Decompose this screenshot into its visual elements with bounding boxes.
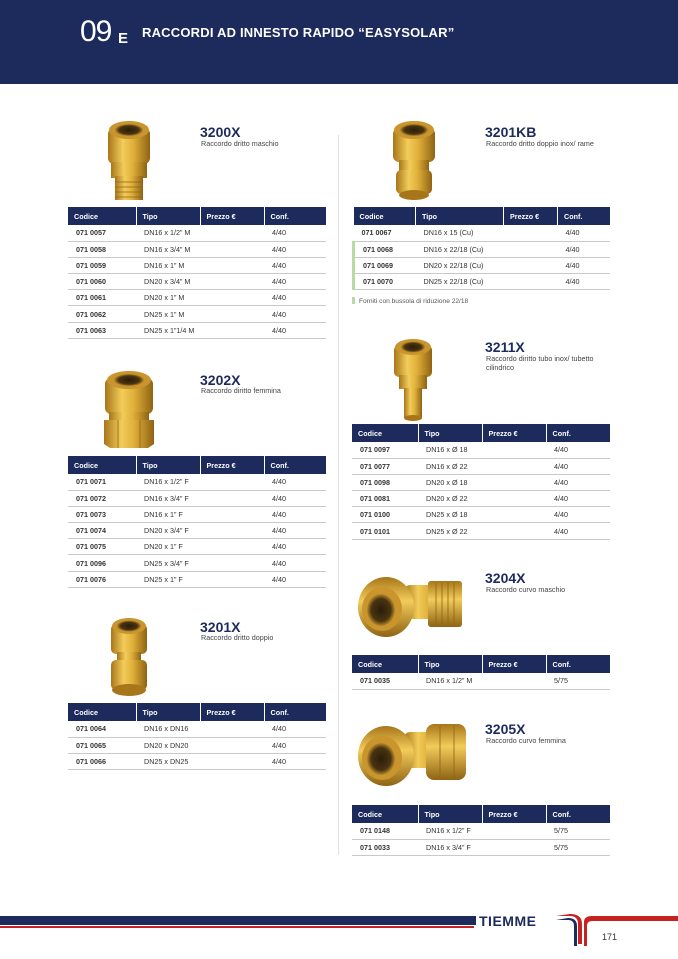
cell-conf: 4/40 xyxy=(546,507,610,523)
cell-conf: 4/40 xyxy=(264,274,326,290)
cell-tipo: DN16 x 1” F xyxy=(136,506,200,522)
product-code-3205x: 3205X xyxy=(485,721,526,737)
cell-tipo: DN20 x 3/4” M xyxy=(136,274,200,290)
cell-tipo: DN16 x 1/2” F xyxy=(418,823,482,839)
cell-tipo: DN25 x 22/18 (Cu) xyxy=(416,274,504,290)
cell-codice: 071 0076 xyxy=(68,571,136,587)
table-3205x xyxy=(352,805,610,856)
cell-prezzo xyxy=(482,673,546,689)
cell-prezzo xyxy=(482,839,546,855)
cell-prezzo xyxy=(200,571,264,587)
cell-tipo: DN16 x 1” M xyxy=(136,257,200,273)
table-row xyxy=(352,673,610,689)
table-3211x xyxy=(352,424,610,540)
cell-prezzo xyxy=(200,555,264,571)
table-row xyxy=(352,474,610,490)
table-row xyxy=(68,721,326,737)
table-row xyxy=(352,507,610,523)
cell-conf: 4/40 xyxy=(264,571,326,587)
column-divider xyxy=(338,135,339,855)
cell-codice: 071 0058 xyxy=(68,241,136,257)
cell-prezzo xyxy=(200,721,264,737)
table-row xyxy=(354,225,611,241)
table-row xyxy=(68,571,326,587)
cell-tipo: DN20 x 1” F xyxy=(136,539,200,555)
cell-codice: 071 0067 xyxy=(354,225,416,241)
cell-codice: 071 0074 xyxy=(68,523,136,539)
table-row xyxy=(352,442,610,458)
cell-codice: 071 0073 xyxy=(68,506,136,522)
cell-conf: 4/40 xyxy=(546,523,610,539)
cell-codice: 071 0062 xyxy=(68,306,136,322)
cell-prezzo xyxy=(200,490,264,506)
table-row xyxy=(68,474,326,490)
cell-prezzo xyxy=(482,491,546,507)
cell-conf: 4/40 xyxy=(558,241,611,257)
col-conf: Conf. xyxy=(264,207,326,225)
cell-tipo: DN20 x 22/18 (Cu) xyxy=(416,257,504,273)
table-row xyxy=(68,737,326,753)
product-desc-3211x: Raccordo diritto tubo inox/ tubetto cilindrico xyxy=(486,354,594,372)
col-codice: Codice xyxy=(354,207,416,225)
cell-tipo: DN25 x 3/4” F xyxy=(136,555,200,571)
col-conf: Conf. xyxy=(546,805,610,823)
cell-conf: 4/40 xyxy=(264,290,326,306)
table-row xyxy=(352,458,610,474)
cell-prezzo xyxy=(482,442,546,458)
footer-red-line xyxy=(0,926,474,928)
cell-codice: 071 0059 xyxy=(68,257,136,273)
col-conf: Conf. xyxy=(546,655,610,673)
cell-codice: 071 0070 xyxy=(354,274,416,290)
cell-tipo: DN16 x Ø 22 xyxy=(418,458,482,474)
cell-codice: 071 0033 xyxy=(352,839,418,855)
table-row xyxy=(68,539,326,555)
page-number: 171 xyxy=(602,932,618,942)
cell-prezzo xyxy=(200,737,264,753)
cell-conf: 4/40 xyxy=(264,555,326,571)
cell-conf: 4/40 xyxy=(546,442,610,458)
cell-conf: 4/40 xyxy=(546,491,610,507)
cell-conf: 4/40 xyxy=(264,306,326,322)
table-row xyxy=(354,241,611,257)
product-code-3201kb: 3201KB xyxy=(485,124,537,140)
col-codice: Codice xyxy=(68,703,136,721)
chapter-suffix: E xyxy=(118,30,129,47)
table-3200x xyxy=(68,207,326,339)
cell-codice: 071 0071 xyxy=(68,474,136,490)
table-row xyxy=(68,523,326,539)
cell-conf: 4/40 xyxy=(546,474,610,490)
footer-corner-graphic xyxy=(556,914,678,948)
cell-tipo: DN16 x 3/4” M xyxy=(136,241,200,257)
col-prezzo: Prezzo € xyxy=(200,207,264,225)
cell-codice: 071 0097 xyxy=(352,442,418,458)
cell-conf: 5/75 xyxy=(546,673,610,689)
table-row xyxy=(68,290,326,306)
cell-tipo: DN20 x 1” M xyxy=(136,290,200,306)
table-row xyxy=(68,322,326,338)
cell-codice: 071 0100 xyxy=(352,507,418,523)
cell-codice: 071 0066 xyxy=(68,753,136,769)
col-tipo: Tipo xyxy=(418,424,482,442)
cell-prezzo xyxy=(482,507,546,523)
table-3202x xyxy=(68,456,326,588)
cell-conf: 4/40 xyxy=(264,257,326,273)
product-desc-3201kb: Raccordo dritto doppio inox/ rame xyxy=(486,139,594,148)
cell-prezzo xyxy=(200,474,264,490)
product-desc-3205x: Raccordo curvo femmina xyxy=(486,736,566,745)
col-conf: Conf. xyxy=(546,424,610,442)
product-desc-3201x: Raccordo dritto doppio xyxy=(201,633,274,642)
cell-codice: 071 0077 xyxy=(352,458,418,474)
table-3201kb xyxy=(352,207,610,290)
cell-conf: 4/40 xyxy=(546,458,610,474)
col-prezzo: Prezzo € xyxy=(504,207,558,225)
col-tipo: Tipo xyxy=(136,456,200,474)
table-row xyxy=(68,306,326,322)
cell-prezzo xyxy=(482,823,546,839)
cell-prezzo xyxy=(200,241,264,257)
table-row xyxy=(68,753,326,769)
table-row xyxy=(354,274,611,290)
table-row xyxy=(68,274,326,290)
product-desc-3200x: Raccordo dritto maschio xyxy=(201,139,279,148)
product-image-3205x xyxy=(354,718,472,792)
cell-tipo: DN20 x Ø 22 xyxy=(418,491,482,507)
cell-tipo: DN25 x 1”1/4 M xyxy=(136,322,200,338)
footnote-text: Forniti con bussola di riduzione 22/18 xyxy=(359,298,469,305)
cell-prezzo xyxy=(504,241,558,257)
cell-codice: 071 0063 xyxy=(68,322,136,338)
product-code-3201x: 3201X xyxy=(200,619,241,635)
cell-tipo: DN25 x Ø 18 xyxy=(418,507,482,523)
col-tipo: Tipo xyxy=(418,805,482,823)
col-codice: Codice xyxy=(68,207,136,225)
cell-tipo: DN16 x 1/2” M xyxy=(418,673,482,689)
footer-bar xyxy=(0,916,476,925)
cell-codice: 071 0072 xyxy=(68,490,136,506)
product-code-3200x: 3200X xyxy=(200,124,241,140)
cell-conf: 4/40 xyxy=(264,539,326,555)
cell-prezzo xyxy=(200,506,264,522)
cell-tipo: DN20 x Ø 18 xyxy=(418,474,482,490)
cell-prezzo xyxy=(504,225,558,241)
cell-codice: 071 0069 xyxy=(354,257,416,273)
col-codice: Codice xyxy=(352,805,418,823)
col-conf: Conf. xyxy=(558,207,611,225)
product-code-3202x: 3202X xyxy=(200,372,241,388)
col-codice: Codice xyxy=(68,456,136,474)
cell-conf: 4/40 xyxy=(264,241,326,257)
cell-conf: 4/40 xyxy=(264,225,326,241)
col-tipo: Tipo xyxy=(136,207,200,225)
cell-codice: 071 0065 xyxy=(68,737,136,753)
product-image-3201x xyxy=(106,614,152,698)
col-prezzo: Prezzo € xyxy=(482,424,546,442)
cell-prezzo xyxy=(200,257,264,273)
cell-conf: 4/40 xyxy=(264,721,326,737)
cell-prezzo xyxy=(200,225,264,241)
cell-codice: 071 0061 xyxy=(68,290,136,306)
cell-codice: 071 0060 xyxy=(68,274,136,290)
cell-tipo: DN25 x 1” F xyxy=(136,571,200,587)
cell-conf: 4/40 xyxy=(264,322,326,338)
table-row xyxy=(68,225,326,241)
cell-codice: 071 0098 xyxy=(352,474,418,490)
cell-conf: 4/40 xyxy=(558,225,611,241)
col-conf: Conf. xyxy=(264,703,326,721)
cell-tipo: DN16 x 3/4” F xyxy=(136,490,200,506)
col-codice: Codice xyxy=(352,424,418,442)
cell-conf: 5/75 xyxy=(546,823,610,839)
table-row xyxy=(68,241,326,257)
cell-tipo: DN25 x 1” M xyxy=(136,306,200,322)
cell-prezzo xyxy=(504,274,558,290)
cell-tipo: DN16 x DN16 xyxy=(136,721,200,737)
table-row xyxy=(352,823,610,839)
cell-conf: 4/40 xyxy=(558,257,611,273)
page-header xyxy=(0,0,678,84)
product-image-3211x xyxy=(390,336,436,422)
table-row xyxy=(68,555,326,571)
table-row xyxy=(352,839,610,855)
table-row xyxy=(68,257,326,273)
cell-conf: 4/40 xyxy=(264,490,326,506)
cell-prezzo xyxy=(504,257,558,273)
cell-codice: 071 0075 xyxy=(68,539,136,555)
cell-conf: 4/40 xyxy=(558,274,611,290)
col-tipo: Tipo xyxy=(418,655,482,673)
cell-prezzo xyxy=(200,290,264,306)
cell-codice: 071 0035 xyxy=(352,673,418,689)
col-prezzo: Prezzo € xyxy=(200,456,264,474)
cell-tipo: DN25 x DN25 xyxy=(136,753,200,769)
footnote-3201kb xyxy=(352,297,468,305)
cell-prezzo xyxy=(200,753,264,769)
cell-codice: 071 0081 xyxy=(352,491,418,507)
cell-tipo: DN16 x 1/2” F xyxy=(136,474,200,490)
cell-prezzo xyxy=(200,539,264,555)
table-row xyxy=(68,490,326,506)
product-image-3200x xyxy=(102,118,156,202)
cell-codice: 071 0057 xyxy=(68,225,136,241)
cell-tipo: DN25 x Ø 22 xyxy=(418,523,482,539)
col-prezzo: Prezzo € xyxy=(482,805,546,823)
col-prezzo: Prezzo € xyxy=(482,655,546,673)
chapter-number: 09 xyxy=(80,15,112,48)
product-code-3211x: 3211X xyxy=(485,339,525,355)
cell-conf: 4/40 xyxy=(264,506,326,522)
cell-codice: 071 0068 xyxy=(354,241,416,257)
cell-conf: 5/75 xyxy=(546,839,610,855)
cell-prezzo xyxy=(482,523,546,539)
table-row xyxy=(352,491,610,507)
col-prezzo: Prezzo € xyxy=(200,703,264,721)
cell-tipo: DN20 x 3/4” F xyxy=(136,523,200,539)
cell-codice: 071 0064 xyxy=(68,721,136,737)
cell-codice: 071 0148 xyxy=(352,823,418,839)
cell-prezzo xyxy=(200,306,264,322)
product-image-3204x xyxy=(354,571,472,643)
product-image-3201kb xyxy=(388,118,440,202)
note-marker xyxy=(352,297,355,304)
cell-codice: 071 0096 xyxy=(68,555,136,571)
product-desc-3202x: Raccordo diritto femmina xyxy=(201,386,281,395)
cell-tipo: DN20 x DN20 xyxy=(136,737,200,753)
col-conf: Conf. xyxy=(264,456,326,474)
col-codice: Codice xyxy=(352,655,418,673)
chapter-title: RACCORDI AD INNESTO RAPIDO “EASYSOLAR” xyxy=(142,25,455,40)
brand-logo: TIEMME xyxy=(479,913,537,929)
product-image-3202x xyxy=(100,368,158,450)
cell-prezzo xyxy=(200,274,264,290)
table-row xyxy=(352,523,610,539)
cell-codice: 071 0101 xyxy=(352,523,418,539)
cell-conf: 4/40 xyxy=(264,523,326,539)
col-tipo: Tipo xyxy=(136,703,200,721)
table-3201x xyxy=(68,703,326,770)
cell-tipo: DN16 x 3/4” F xyxy=(418,839,482,855)
table-row xyxy=(354,257,611,273)
cell-conf: 4/40 xyxy=(264,474,326,490)
cell-prezzo xyxy=(200,523,264,539)
product-code-3204x: 3204X xyxy=(485,570,526,586)
product-desc-3204x: Raccordo curvo maschio xyxy=(486,585,566,594)
col-tipo: Tipo xyxy=(416,207,504,225)
cell-prezzo xyxy=(482,458,546,474)
cell-conf: 4/40 xyxy=(264,737,326,753)
table-3204x xyxy=(352,655,610,690)
cell-tipo: DN16 x 22/18 (Cu) xyxy=(416,241,504,257)
cell-conf: 4/40 xyxy=(264,753,326,769)
cell-tipo: DN16 x Ø 18 xyxy=(418,442,482,458)
table-row xyxy=(68,506,326,522)
cell-tipo: DN16 x 1/2” M xyxy=(136,225,200,241)
cell-tipo: DN16 x 15 (Cu) xyxy=(416,225,504,241)
cell-prezzo xyxy=(200,322,264,338)
cell-prezzo xyxy=(482,474,546,490)
